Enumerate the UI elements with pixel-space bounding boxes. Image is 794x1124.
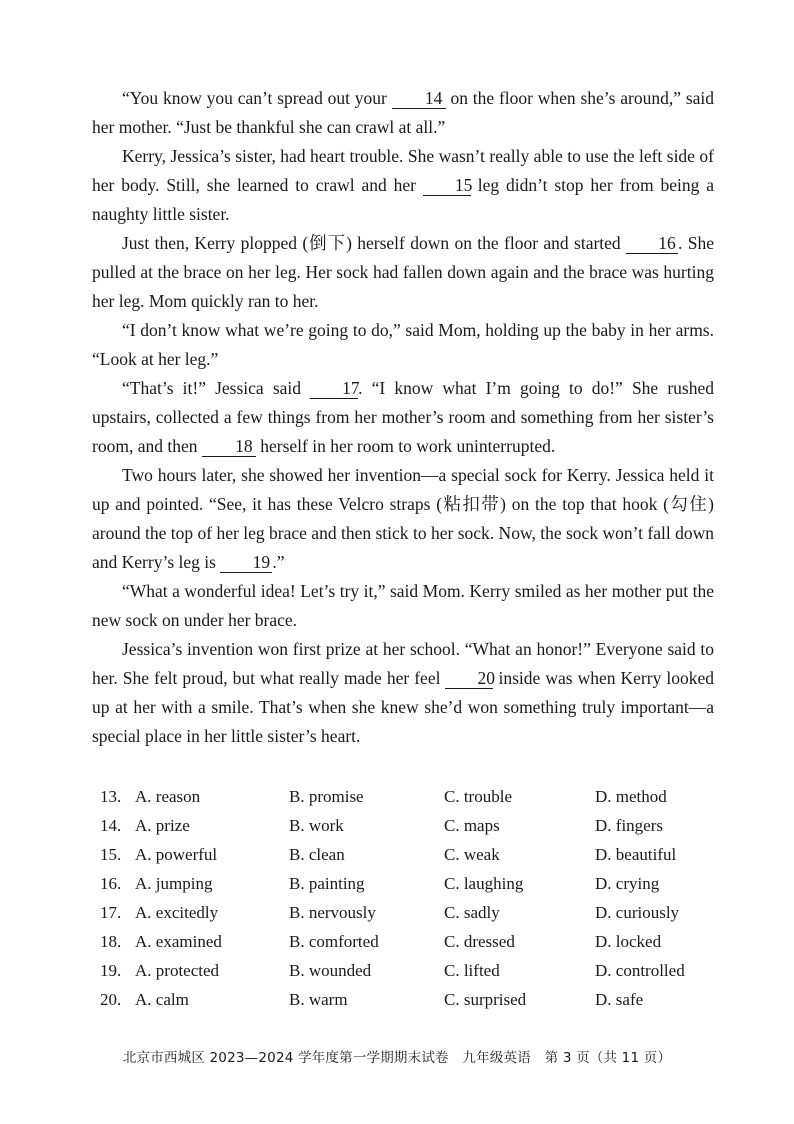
- option-d: D. crying: [595, 874, 660, 893]
- question-row: [100, 990, 720, 1019]
- option-d: D. locked: [595, 932, 662, 951]
- paragraph-text: on the floor when she’s around,” said her mother. “Just be thankful she can crawl at all.”: [92, 88, 715, 137]
- option-a: A. excitedly: [135, 903, 219, 922]
- paragraph-1: [92, 84, 714, 142]
- blank-20: 20: [445, 668, 493, 689]
- blank-18: 18: [202, 436, 256, 457]
- option-a: A. calm: [135, 990, 189, 1009]
- cloze-passage: [92, 84, 714, 751]
- option-a: A. reason: [135, 787, 201, 806]
- answer-options: [100, 787, 720, 1019]
- question-number: 19.: [100, 961, 122, 980]
- paragraph-2: [92, 142, 714, 229]
- question-row: [100, 816, 720, 845]
- question-row: [100, 787, 720, 816]
- paragraph-text: leg didn’t stop her from being a naughty little sister.: [92, 175, 715, 224]
- paragraph-text: . She pulled at the brace on her leg. Her sock had fallen down again and the brace was hurting her leg. Mom quickly ran to her.: [92, 233, 714, 311]
- option-a: A. examined: [135, 932, 222, 951]
- paragraph-text: “What a wonderful idea! Let’s try it,” said Mom. Kerry smiled as her mother put the new sock on under her brace.: [92, 581, 714, 630]
- option-c: C. weak: [444, 845, 500, 864]
- page-footer: 北京市西城区 2023—2024 学年度第一学期期末试卷 九年级英语 第 3 页（共 11 页）: [122, 1050, 672, 1066]
- question-number: 13.: [100, 787, 122, 806]
- paragraph-3: [92, 229, 714, 316]
- paragraph-4: [92, 316, 714, 374]
- option-c: C. trouble: [444, 787, 512, 806]
- question-number: 20.: [100, 990, 122, 1009]
- blank-14: 14: [392, 88, 446, 109]
- option-b: B. promise: [289, 787, 364, 806]
- paragraph-text: .”: [272, 552, 285, 572]
- option-b: B. nervously: [289, 903, 376, 922]
- option-c: C. lifted: [444, 961, 500, 980]
- option-d: D. safe: [595, 990, 644, 1009]
- option-c: C. dressed: [444, 932, 515, 951]
- option-b: B. painting: [289, 874, 365, 893]
- option-c: C. laughing: [444, 874, 524, 893]
- paragraph-text: Kerry, Jessica’s sister, had heart trouble. She wasn’t really able to use the left side of her body. Still, she learned to crawl and her: [92, 146, 714, 195]
- question-row: [100, 903, 720, 932]
- blank-16: 16: [626, 233, 678, 254]
- question-row: [100, 845, 720, 874]
- option-b: B. warm: [289, 990, 348, 1009]
- option-b: B. clean: [289, 845, 345, 864]
- paragraph-8: [92, 635, 714, 751]
- question-number: 15.: [100, 845, 122, 864]
- question-number: 18.: [100, 932, 122, 951]
- paragraph-text: herself in her room to work uninterrupted.: [255, 436, 556, 456]
- option-d: D. beautiful: [595, 845, 677, 864]
- option-d: D. method: [595, 787, 667, 806]
- option-a: A. protected: [135, 961, 220, 980]
- option-d: D. curiously: [595, 903, 680, 922]
- blank-19: 19: [220, 552, 272, 573]
- question-number: 17.: [100, 903, 122, 922]
- option-d: D. fingers: [595, 816, 663, 835]
- option-a: A. powerful: [135, 845, 218, 864]
- option-b: B. comforted: [289, 932, 379, 951]
- paragraph-text: Just then, Kerry plopped (倒下) herself down on the floor and started: [122, 233, 627, 253]
- paragraph-text: . “I know what I’m going to do!” She rushed upstairs, collected a few things from her mother’s room and something from her sister’s room, and then: [92, 378, 714, 456]
- option-c: C. surprised: [444, 990, 527, 1009]
- question-row: [100, 961, 720, 990]
- option-d: D. controlled: [595, 961, 685, 980]
- blank-17: 17: [310, 378, 358, 399]
- paragraph-5: [92, 374, 714, 461]
- option-c: C. maps: [444, 816, 500, 835]
- question-row: [100, 932, 720, 961]
- question-number: 14.: [100, 816, 122, 835]
- question-number: 16.: [100, 874, 122, 893]
- paragraph-text: “That’s it!” Jessica said: [122, 378, 311, 398]
- option-b: B. wounded: [289, 961, 372, 980]
- blank-15: 15: [423, 175, 471, 196]
- option-b: B. work: [289, 816, 344, 835]
- paragraph-text: inside was when Kerry looked up at her with a smile. That’s when she knew she’d won something truly important—a special place in her little sister’s heart.: [92, 668, 714, 746]
- paragraph-text: Two hours later, she showed her invention—a special sock for Kerry. Jessica held it up and pointed. “See, it has these Velcro straps (粘扣带) on the top that hook (勾住) around the top of her leg brace and then stick to her sock. Now, the sock won’t fall down and Kerry’s leg is: [92, 465, 714, 572]
- option-a: A. jumping: [135, 874, 213, 893]
- paragraph-text: Jessica’s invention won first prize at her school. “What an honor!” Everyone said to her. She felt proud, but what really made her feel: [92, 639, 714, 688]
- question-row: [100, 874, 720, 903]
- option-a: A. prize: [135, 816, 190, 835]
- paragraph-text: “You know you can’t spread out your: [122, 88, 392, 108]
- option-c: C. sadly: [444, 903, 500, 922]
- paragraph-7: [92, 577, 714, 635]
- paragraph-text: “I don’t know what we’re going to do,” said Mom, holding up the baby in her arms. “Look at her leg.”: [92, 320, 714, 369]
- paragraph-6: [92, 461, 714, 577]
